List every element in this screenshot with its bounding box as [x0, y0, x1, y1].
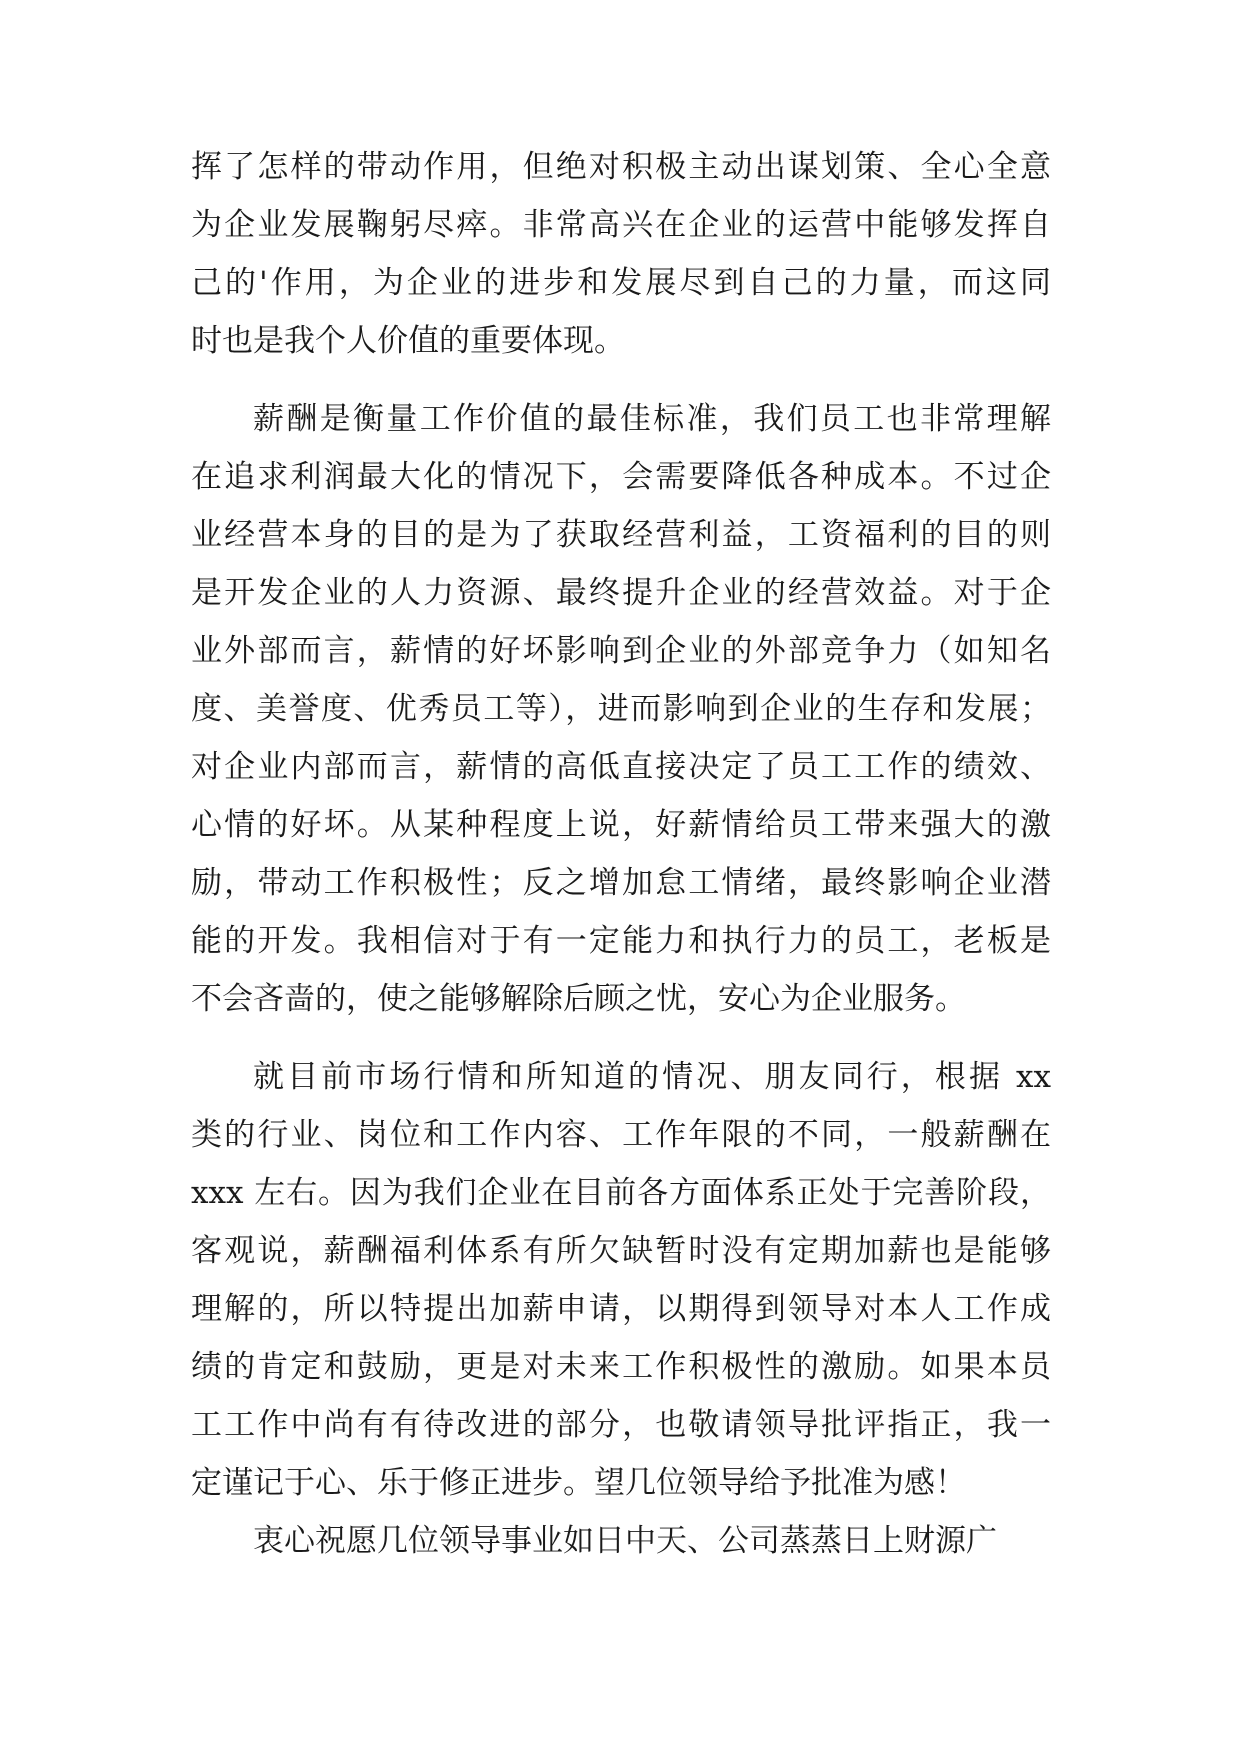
text-line: 工工作中尚有有待改进的部分，也敬请领导批评指正，我一: [191, 1407, 1051, 1443]
text-line: xxx 左右。因为我们企业在目前各方面体系正处于完善阶段，: [191, 1175, 1051, 1211]
text-line: 励，带动工作积极性；反之增加怠工情绪，最终影响企业潜: [191, 865, 1051, 901]
text-line: 挥了怎样的带动作用，但绝对积极主动出谋划策、全心全意: [191, 149, 1051, 185]
text-line: 对企业内部而言，薪情的高低直接决定了员工工作的绩效、: [191, 749, 1051, 785]
text-line: 度、美誉度、优秀员工等），进而影响到企业的生存和发展；: [191, 691, 1051, 727]
text-line: 在追求利润最大化的情况下，会需要降低各种成本。不过企: [191, 459, 1051, 495]
text-line: 不会吝啬的，使之能够解除后顾之忧，安心为企业服务。: [191, 981, 966, 1017]
text-line: 时也是我个人价值的重要体现。: [191, 323, 625, 359]
text-line: 能的开发。我相信对于有一定能力和执行力的员工，老板是: [191, 923, 1051, 959]
text-line: 是开发企业的人力资源、最终提升企业的经营效益。对于企: [191, 575, 1051, 611]
text-line: 心情的好坏。从某种程度上说，好薪情给员工带来强大的激: [191, 807, 1051, 843]
text-line: 绩的肯定和鼓励，更是对未来工作积极性的激励。如果本员: [191, 1349, 1051, 1385]
text-line: 理解的，所以特提出加薪申请，以期得到领导对本人工作成: [191, 1291, 1051, 1327]
paragraph-first-line: 衷心祝愿几位领导事业如日中天、公司蒸蒸日上财源广: [253, 1523, 997, 1559]
text-line: 为企业发展鞠躬尽瘁。非常高兴在企业的运营中能够发挥自: [191, 207, 1051, 243]
paragraph-first-line: 薪酬是衡量工作价值的最佳标准，我们员工也非常理解: [253, 401, 1051, 437]
paragraph-first-line: 就目前市场行情和所知道的情况、朋友同行，根据 xx: [253, 1059, 1051, 1095]
text-line: 客观说，薪酬福利体系有所欠缺暂时没有定期加薪也是能够: [191, 1233, 1051, 1269]
text-line: 定谨记于心、乐于修正进步。望几位领导给予批准为感！: [191, 1465, 966, 1501]
text-line: 业经营本身的目的是为了获取经营利益，工资福利的目的则: [191, 517, 1051, 553]
text-line: 己的'作用，为企业的进步和发展尽到自己的力量，而这同: [191, 265, 1051, 301]
text-line: 业外部而言，薪情的好坏影响到企业的外部竞争力（如知名: [191, 633, 1051, 669]
text-line: 类的行业、岗位和工作内容、工作年限的不同，一般薪酬在: [191, 1117, 1051, 1153]
